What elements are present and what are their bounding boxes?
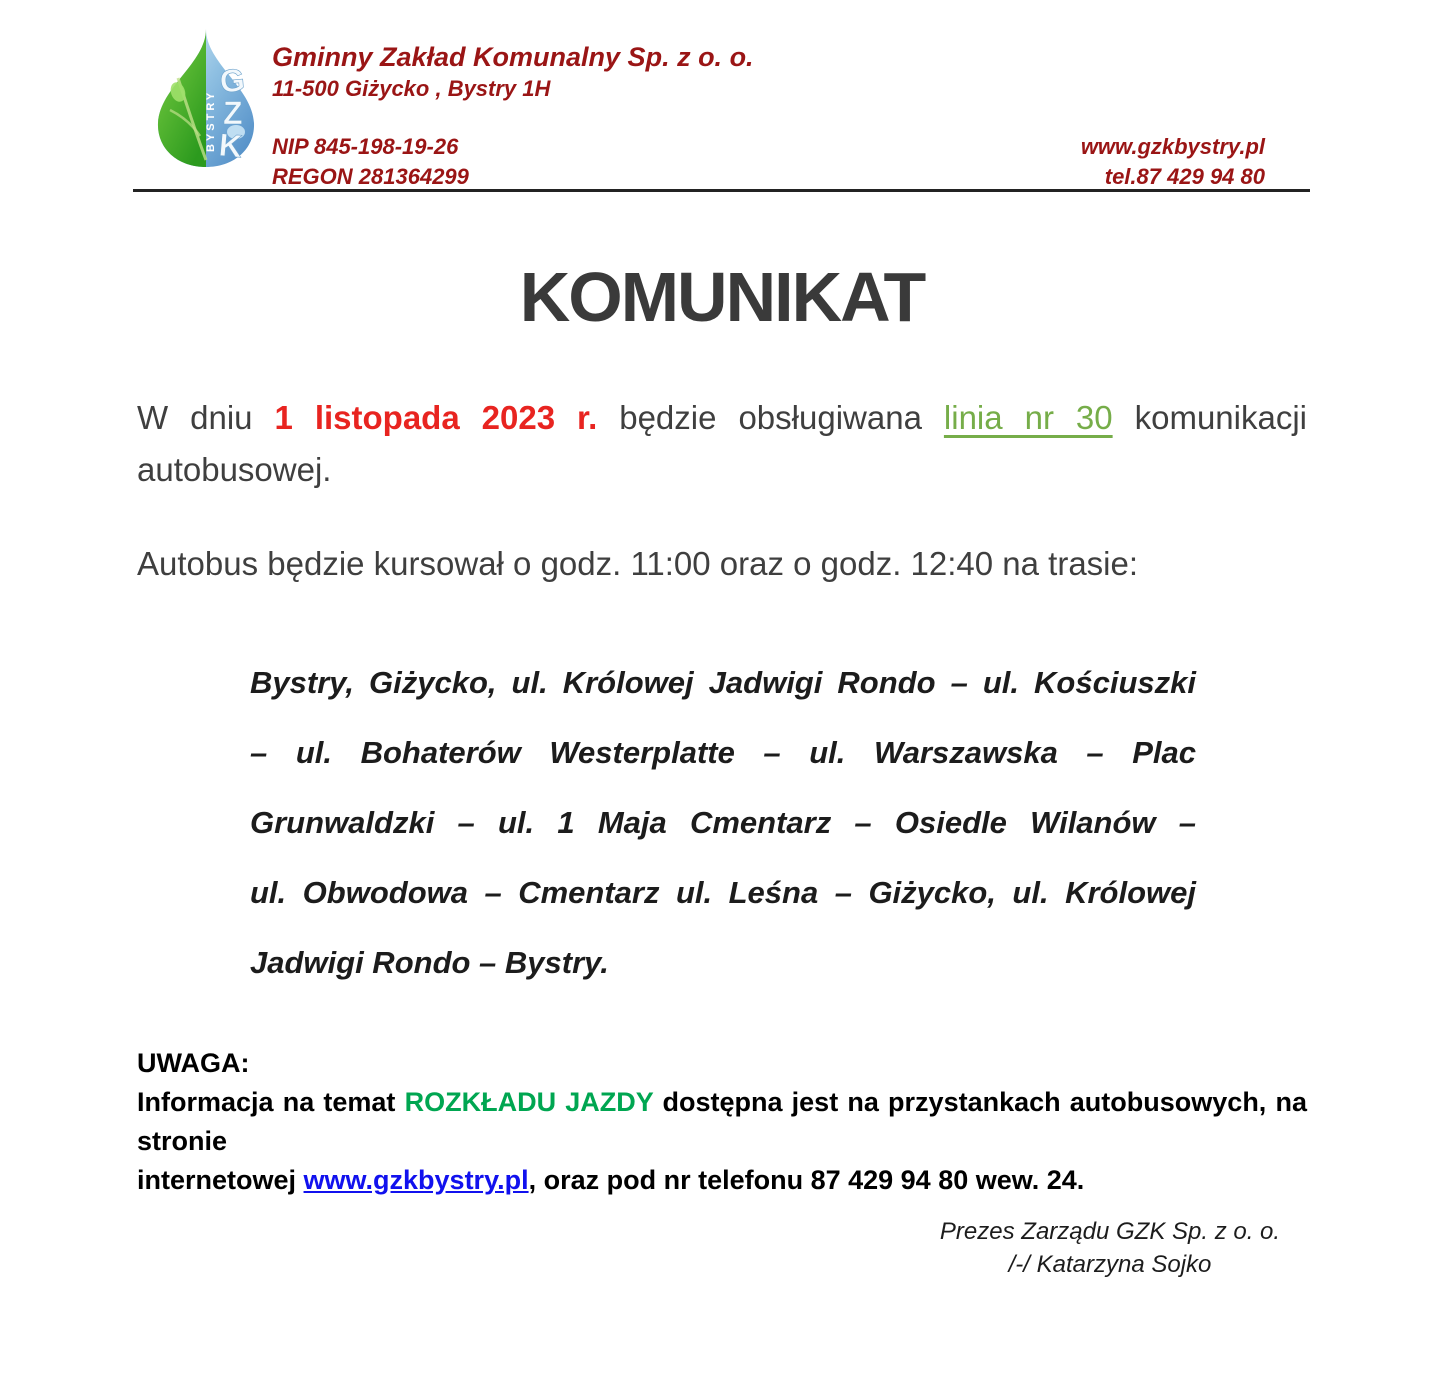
logo-letter-z: Z <box>223 95 243 131</box>
intro-text: W dniu <box>137 399 275 436</box>
company-name: Gminny Zakład Komunalny Sp. z o. o. <box>272 42 754 72</box>
website-link[interactable]: www.gzkbystry.pl <box>303 1165 529 1195</box>
notice-line-2 <box>137 1161 1307 1200</box>
logo-vertical-label: BYSTRY <box>205 89 217 152</box>
intro-text: komunikacji <box>1112 399 1307 436</box>
company-regon: REGON 281364299 <box>272 164 469 189</box>
signature-role: Prezes Zarządu GZK Sp. z o. o. <box>939 1218 1281 1245</box>
bus-line-link[interactable]: linia nr 30 <box>943 399 1113 436</box>
route-line: ul. Obwodowa – Cmentarz ul. Leśna – Giżycko, ul. Królowej <box>250 875 1196 910</box>
route-line: Bystry, Giżycko, ul. Królowej Jadwigi Rondo – ul. Kościuszki <box>250 665 1196 700</box>
notice-text: , oraz pod nr telefonu 87 429 94 80 wew. 24. <box>528 1165 1085 1195</box>
route-line: Grunwaldzki – ul. 1 Maja Cmentarz – Osiedle Wilanów – <box>250 805 1196 840</box>
route-description <box>250 648 1196 998</box>
route-line: Jadwigi Rondo – Bystry. <box>250 945 609 980</box>
intro-text: będzie obsługiwana <box>597 399 944 436</box>
intro-paragraph <box>137 392 1307 496</box>
letterhead-right <box>1081 132 1265 192</box>
signature-name: /-/ Katarzyna Sojko <box>1008 1251 1212 1278</box>
document-title: KOMUNIKAT <box>519 258 925 336</box>
signature-block <box>880 1215 1340 1281</box>
intro-line-1 <box>137 392 1307 444</box>
notice-text: Informacja na temat <box>137 1087 405 1117</box>
intro-line-2: autobusowej. <box>137 451 332 488</box>
notice-section <box>137 1044 1307 1200</box>
logo-letter-k: K <box>217 126 244 165</box>
service-date: 1 listopada 2023 r. <box>274 399 598 436</box>
notice-text: dostępna jest na przystankach autobusowych, na stronie <box>137 1087 1307 1156</box>
notice-line-1 <box>137 1083 1307 1161</box>
route-line: – ul. Bohaterów Westerplatte – ul. Warszawska – Plac <box>250 735 1196 770</box>
schedule-sentence: Autobus będzie kursował o godz. 11:00 oraz o godz. 12:40 na trasie: <box>137 545 1139 582</box>
notice-text: internetowej <box>137 1165 304 1195</box>
notice-heading: UWAGA: <box>137 1048 250 1078</box>
company-logo-droplet-icon <box>148 26 264 170</box>
letterhead-left <box>272 40 754 192</box>
company-address: 11-500 Giżycko , Bystry 1H <box>272 76 551 101</box>
company-nip: NIP 845-198-19-26 <box>272 134 459 159</box>
company-website: www.gzkbystry.pl <box>1080 134 1265 159</box>
logo-letter-g: G <box>218 61 247 100</box>
company-phone: tel.87 429 94 80 <box>1104 164 1265 189</box>
timetable-highlight: ROZKŁADU JAZDY <box>404 1087 654 1117</box>
letterhead-divider <box>133 189 1310 192</box>
